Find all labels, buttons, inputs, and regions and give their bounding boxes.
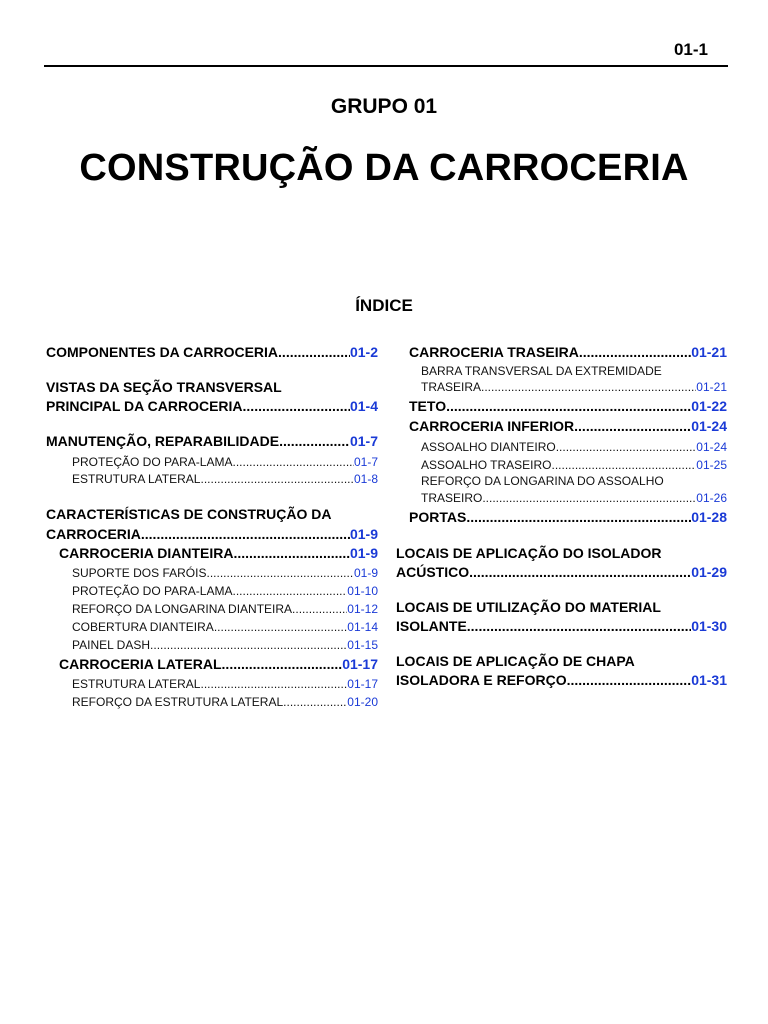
dot-leader	[232, 455, 353, 469]
toc-page-link[interactable]: 01-28	[691, 509, 727, 525]
toc-entry-barra-line1: BARRA TRANSVERSAL DA EXTREMIDADE	[421, 364, 662, 378]
toc-entry-material-line1: LOCAIS DE UTILIZAÇÃO DO MATERIAL	[396, 599, 661, 615]
toc-entry-protecao-2[interactable]	[72, 584, 378, 598]
toc-page-link[interactable]: 01-7	[349, 433, 378, 449]
toc-page-link[interactable]: 01-26	[696, 491, 727, 505]
toc-page-link[interactable]: 01-24	[696, 440, 727, 454]
toc-page-link[interactable]: 01-7	[353, 455, 378, 469]
toc-entry-portas[interactable]	[409, 509, 727, 525]
toc-entry-label: ESTRUTURA LATERAL	[72, 677, 201, 691]
toc-entry-suporte-farois[interactable]	[72, 566, 378, 580]
page-title: CONSTRUÇÃO DA CARROCERIA	[79, 147, 689, 189]
toc-entry-label: CARROCERIA INFERIOR	[409, 418, 575, 434]
toc-entry-caracteristicas-line1: CARACTERÍSTICAS DE CONSTRUÇÃO DA	[46, 506, 332, 522]
toc-entry-painel-dash[interactable]	[72, 638, 378, 652]
toc-entry-isolador-acustico[interactable]	[396, 564, 727, 580]
dot-leader	[283, 695, 347, 709]
toc-entry-label: COMPONENTES DA CARROCERIA	[46, 344, 279, 360]
toc-entry-assoalho-dianteiro[interactable]	[421, 440, 727, 454]
dot-leader	[279, 433, 350, 449]
toc-entry-label: ISOLADORA E REFORÇO	[396, 672, 567, 688]
toc-entry-chapa-isoladora[interactable]	[396, 672, 727, 688]
toc-page-link[interactable]: 01-29	[691, 564, 727, 580]
toc-entry-componentes[interactable]	[46, 344, 378, 360]
dot-leader	[579, 344, 691, 360]
toc-page-link[interactable]: 01-30	[691, 618, 727, 634]
dot-leader	[233, 545, 349, 561]
toc-entry-label: REFORÇO DA ESTRUTURA LATERAL	[72, 695, 284, 709]
toc-entry-label: ESTRUTURA LATERAL	[72, 472, 201, 486]
toc-entry-barra-transversal[interactable]	[421, 380, 727, 394]
dot-leader	[567, 672, 692, 688]
dot-leader	[446, 398, 691, 414]
toc-page-link[interactable]: 01-12	[347, 602, 378, 616]
toc-entry-vistas[interactable]	[46, 398, 378, 414]
toc-entry-label: ASSOALHO DIANTEIRO	[421, 440, 556, 454]
toc-entry-label: ASSOALHO TRASEIRO	[421, 458, 552, 472]
header-rule	[44, 65, 728, 67]
toc-page-link[interactable]: 01-2	[349, 344, 378, 360]
toc-page-link[interactable]: 01-14	[347, 620, 378, 634]
toc-entry-carroceria-inferior[interactable]	[409, 418, 727, 434]
toc-page-link[interactable]: 01-9	[349, 526, 378, 542]
toc-entry-teto[interactable]	[409, 398, 727, 414]
toc-entry-chapa-line1: LOCAIS DE APLICAÇÃO DE CHAPA	[396, 653, 635, 669]
dot-leader	[214, 620, 347, 634]
dot-leader	[574, 418, 691, 434]
toc-page-link[interactable]: 01-24	[691, 418, 727, 434]
dot-leader	[556, 440, 697, 454]
toc-entry-reforco-assoalho-line1: REFORÇO DA LONGARINA DO ASSOALHO	[421, 474, 664, 488]
toc-entry-label: COBERTURA DIANTEIRA	[72, 620, 214, 634]
toc-entry-carroceria-lateral[interactable]	[59, 656, 378, 672]
toc-page-link[interactable]: 01-25	[696, 458, 727, 472]
toc-entry-label: TETO	[409, 398, 447, 414]
toc-entry-label: PAINEL DASH	[72, 638, 151, 652]
toc-page-link[interactable]: 01-9	[353, 566, 378, 580]
toc-entry-protecao-1[interactable]	[72, 455, 378, 469]
toc-entry-label: PRINCIPAL DA CARROCERIA	[46, 398, 243, 414]
toc-page-link[interactable]: 01-15	[347, 638, 378, 652]
toc-entry-material-isolante[interactable]	[396, 618, 727, 634]
toc-entry-cobertura[interactable]	[72, 620, 378, 634]
toc-entry-label: REFORÇO DA LONGARINA DIANTEIRA	[72, 602, 293, 616]
toc-entry-manutencao[interactable]	[46, 433, 378, 449]
dot-leader	[482, 491, 696, 505]
toc-entry-reforco-assoalho[interactable]	[421, 491, 727, 505]
toc-entry-reforco-estrutura[interactable]	[72, 695, 378, 709]
toc-entry-carroceria-traseira[interactable]	[409, 344, 727, 360]
toc-entry-vistas-line1: VISTAS DA SEÇÃO TRANSVERSAL	[46, 379, 282, 395]
dot-leader	[232, 584, 347, 598]
toc-entry-label: TRASEIRA	[421, 380, 482, 394]
toc-page-link[interactable]: 01-17	[347, 677, 378, 691]
dot-leader	[243, 398, 350, 414]
toc-entry-label: TRASEIRO	[421, 491, 483, 505]
dot-leader	[467, 618, 691, 634]
dot-leader	[551, 458, 696, 472]
toc-page-link[interactable]: 01-9	[349, 545, 378, 561]
dot-leader	[292, 602, 347, 616]
dot-leader	[141, 526, 350, 542]
toc-entry-label: CARROCERIA	[46, 526, 141, 542]
toc-entry-label: MANUTENÇÃO, REPARABILIDADE	[46, 433, 280, 449]
toc-entry-assoalho-traseiro[interactable]	[421, 458, 727, 472]
toc-entry-label: ACÚSTICO	[396, 564, 470, 580]
toc-entry-isolador-line1: LOCAIS DE APLICAÇÃO DO ISOLADOR	[396, 545, 662, 561]
toc-entry-label: CARROCERIA LATERAL	[59, 656, 222, 672]
toc-page-link[interactable]: 01-21	[696, 380, 727, 394]
toc-entry-label: ISOLANTE	[396, 618, 467, 634]
dot-leader	[200, 472, 353, 486]
toc-page-link[interactable]: 01-8	[353, 472, 378, 486]
dot-leader	[278, 344, 350, 360]
dot-leader	[206, 566, 353, 580]
toc-entry-estrutura-lateral-1[interactable]	[72, 472, 378, 486]
dot-leader	[222, 656, 343, 672]
toc-page-link[interactable]: 01-22	[691, 398, 727, 414]
toc-entry-label: PORTAS	[409, 509, 467, 525]
group-label: GRUPO 01	[330, 95, 438, 118]
dot-leader	[200, 677, 347, 691]
index-heading: ÍNDICE	[355, 296, 413, 315]
toc-page-link[interactable]: 01-31	[691, 672, 727, 688]
page-number: 01-1	[673, 40, 708, 59]
toc-entry-label: PROTEÇÃO DO PARA-LAMA	[72, 584, 233, 598]
toc-entry-label: SUPORTE DOS FARÓIS	[72, 566, 207, 580]
toc-page-link[interactable]: 01-21	[691, 344, 727, 360]
toc-entry-reforco-longarina[interactable]	[72, 602, 378, 616]
toc-entry-label: CARROCERIA DIANTEIRA	[59, 545, 234, 561]
toc-page-link[interactable]: 01-20	[347, 695, 378, 709]
dot-leader	[466, 509, 691, 525]
toc-page-link[interactable]: 01-10	[347, 584, 378, 598]
toc-entry-label: CARROCERIA TRASEIRA	[409, 344, 579, 360]
toc-page-link[interactable]: 01-4	[349, 398, 378, 414]
toc-entry-carroceria-dianteira[interactable]	[59, 545, 378, 561]
dot-leader	[150, 638, 347, 652]
toc-entry-caracteristicas[interactable]	[46, 526, 378, 542]
toc-entry-label: PROTEÇÃO DO PARA-LAMA	[72, 455, 233, 469]
dot-leader	[469, 564, 691, 580]
toc-page-link[interactable]: 01-17	[342, 656, 378, 672]
toc-entry-estrutura-lateral-2[interactable]	[72, 677, 378, 691]
dot-leader	[481, 380, 696, 394]
